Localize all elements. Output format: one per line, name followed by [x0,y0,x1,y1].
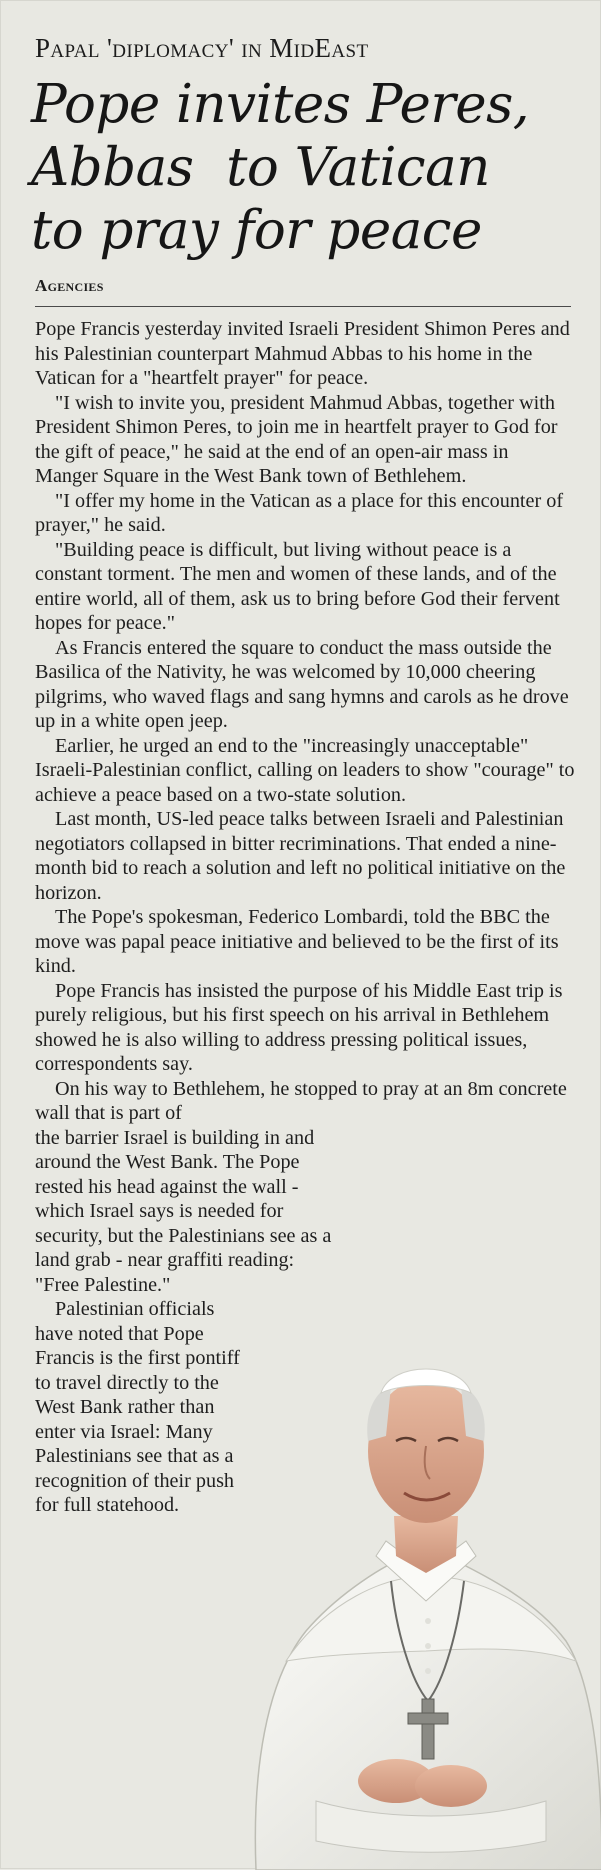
byline-rule [35,306,571,307]
headline-line: Pope invites Peres, [31,74,530,135]
paragraph: Last month, US-led peace talks between Israeli and Palestinian negotiators collapsed in bitter recriminations. That ended a nine-month bid to reach a solution and left no political initiative on the horizon. [35,808,566,904]
paragraph: the barrier Israel is building in and around the West Bank. The Pope rested his head against the wall - which Israel says is needed for security, but the Palestinians see as a land grab - near graffiti reading: "Free Palestine." [35,1126,332,1296]
headline [31,73,571,262]
headline-line: Abbas to Vatican [31,137,490,198]
kicker: Papal 'diplomacy' in MidEast [35,33,369,63]
byline: Agencies [35,276,104,295]
paragraph: "Building peace is difficult, but living without peace is a constant torment. The men and women of these lands, and of the entire world, all of them, ask us to bring before God their fervent hopes for peace." [35,538,560,634]
paragraph: Earlier, he urged an end to the "increasingly unacceptable" Israeli-Palestinian conflict, calling on leaders to show "courage" to achieve a peace based on a two-state solution. [35,734,575,806]
paragraph: On his way to Bethlehem, he stopped to pray at an 8m concrete wall that is part of [35,1077,567,1124]
paragraph: Pope Francis has insisted the purpose of his Middle East trip is purely religious, but his first speech on his arrival in Bethlehem showed he is also willing to address pressing political issues, correspondents say. [35,979,563,1075]
headline-line: to pray for peace [31,200,482,261]
paragraph: "I wish to invite you, president Mahmud Abbas, together with President Shimon Peres, to join me in heartfelt prayer to God for the gift of peace," he said at the end of an open-air mass in Manger Square in the West Bank town of Bethlehem. [35,391,558,487]
paragraph: The Pope's spokesman, Federico Lombardi, told the BBC the move was papal peace initiative and believed to be the first of its kind. [35,906,559,977]
paragraph: As Francis entered the square to conduct the mass outside the Basilica of the Nativity, he was welcomed by 10,000 cheering pilgrims, who waved flags and sang hymns and carols as he drove up in a white open jeep. [35,636,569,732]
paragraph: Pope Francis yesterday invited Israeli President Shimon Peres and his Palestinian counterpart Mahmud Abbas to his home in the Vatican for a "heartfelt prayer" for peace. [35,318,570,389]
paragraph: "I offer my home in the Vatican as a place for this encounter of prayer," he said. [35,489,564,536]
pope-photo [246,1301,601,1870]
paragraph: Palestinian officials have noted that Pope Francis is the first pontiff to travel directly to the West Bank rather than enter via Israel: Many Palestinians see that as a recognition of their push for full statehood. [35,1298,240,1516]
